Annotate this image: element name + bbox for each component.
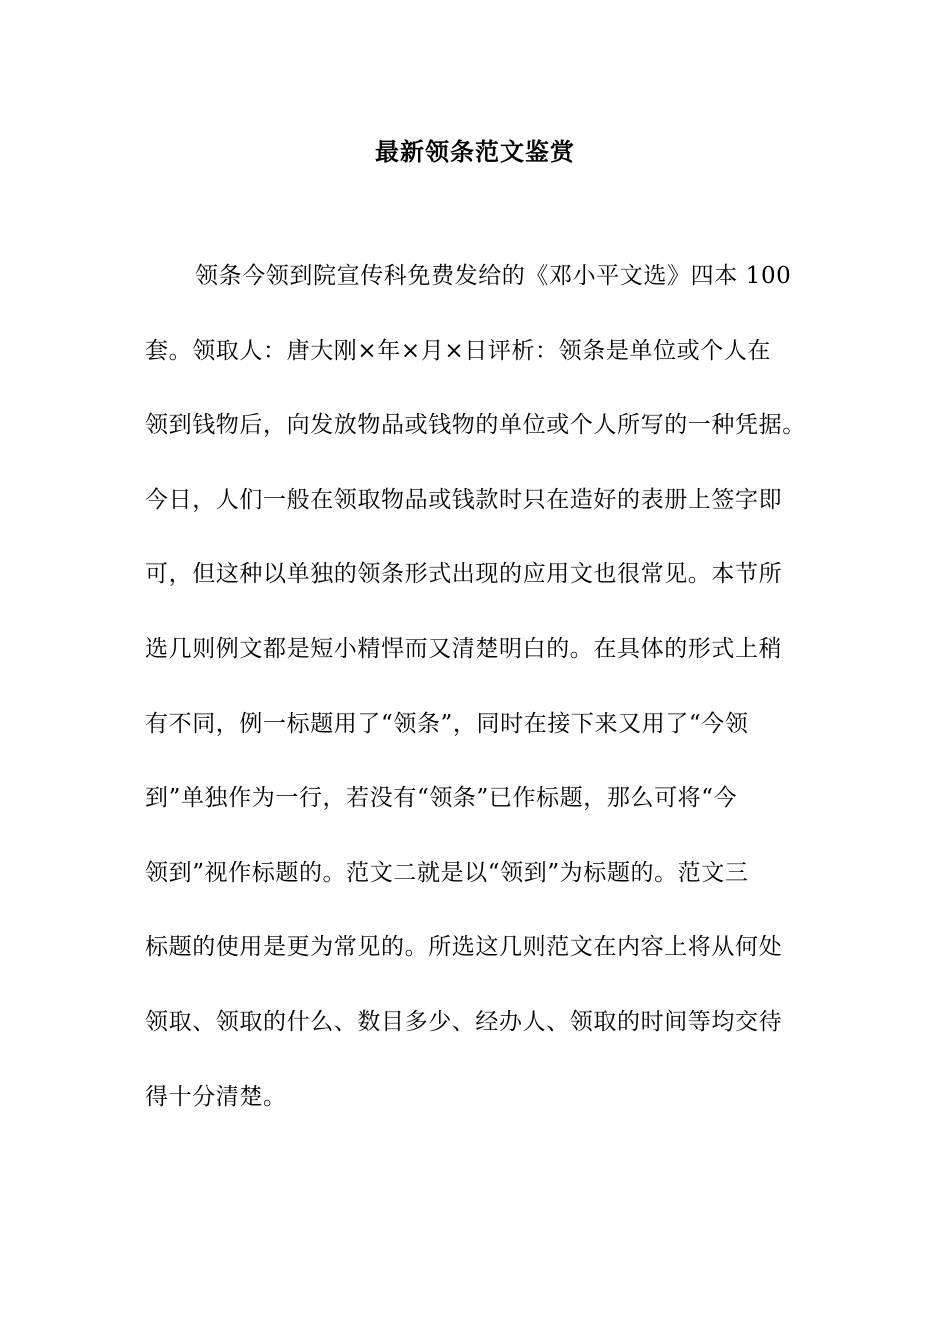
document-title: 最新领条范文鉴赏 [375,137,575,166]
paragraph-line-3: 领到钱物后，向发放物品或钱物的单位或个人所写的一种凭据。 [145,412,806,439]
paragraph-line-11: 领取、领取的什么、数目多少、经办人、领取的时间等均交待 [145,1008,783,1035]
paragraph-line-12: 得十分清楚。 [145,1083,287,1110]
paragraph-line-4: 今日，人们一般在领取物品或钱款时只在造好的表册上签字即 [145,486,783,513]
paragraph-line-1: 领条今领到院宣传科免费发给的《邓小平文选》四本 100 [195,263,792,289]
paragraph-line-10: 标题的使用是更为常见的。所选这几则范文在内容上将从何处 [145,934,783,961]
paragraph-line-5: 可，但这种以单独的领条形式出现的应用文也很常见。本节所 [145,561,783,588]
document-body [145,258,815,1153]
paragraph-line-2: 套。领取人：唐大刚×年×月×日评析：领条是单位或个人在 [145,337,772,364]
paragraph-line-7: 有不同，例一标题用了“领条”，同时在接下来又用了“今领 [145,710,749,737]
paragraph-line-9: 领到”视作标题的。范文二就是以“领到”为标题的。范文三 [145,859,749,886]
paragraph-line-6: 选几则例文都是短小精悍而又清楚明白的。在具体的形式上稍 [145,635,783,662]
paragraph-line-8: 到”单独作为一行，若没有“领条”已作标题，那么可将“今 [145,785,738,812]
